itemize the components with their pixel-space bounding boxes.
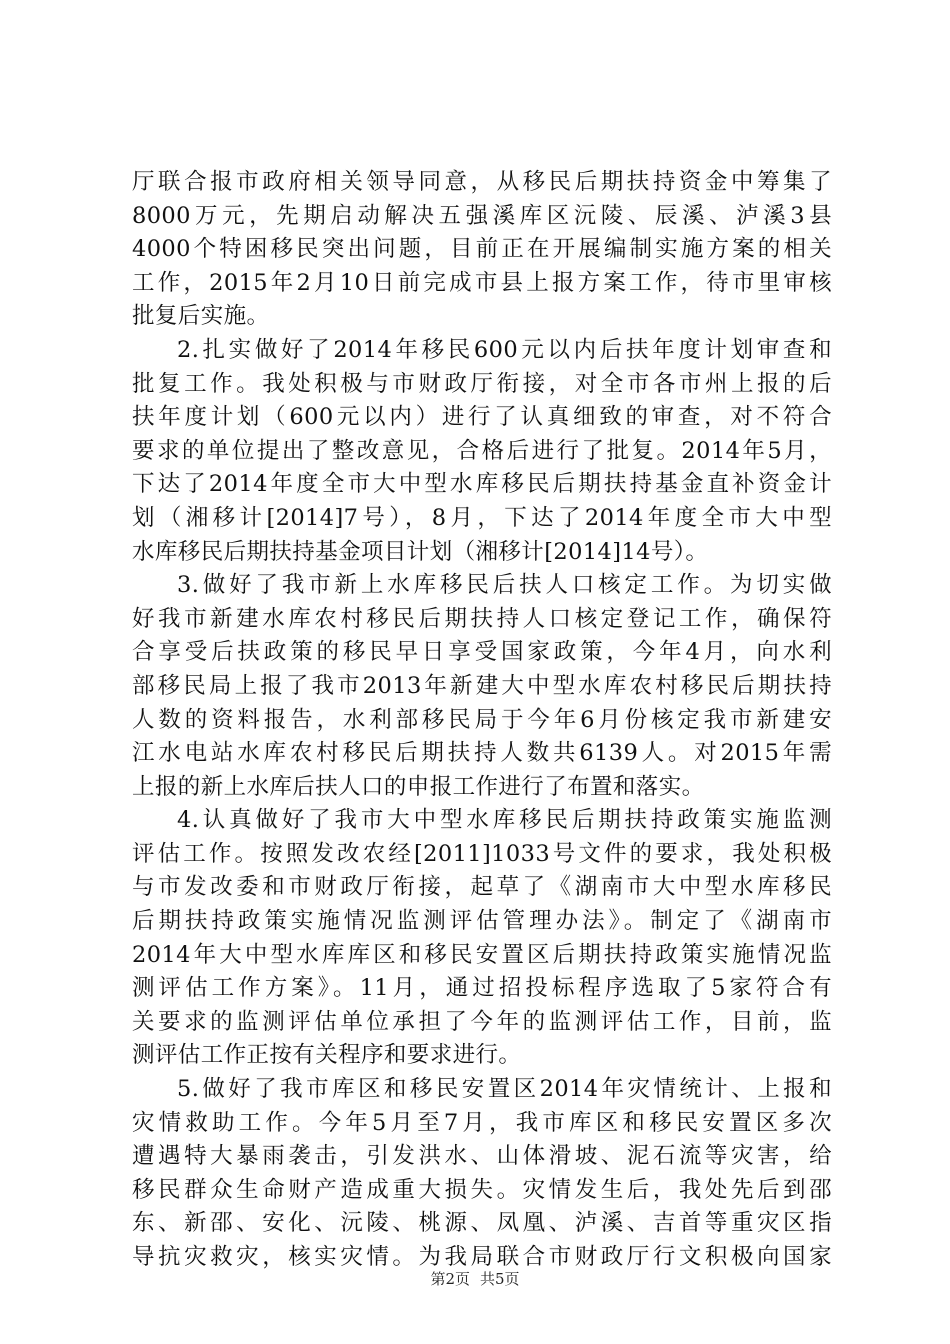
- text-line: 关要求的监测评估单位承担了今年的监测评估工作，目前，监: [132, 1008, 832, 1035]
- paragraph-3: [132, 569, 832, 804]
- text-line: 批复工作。我处积极与市财政厅衔接，对全市各市州上报的后: [132, 370, 832, 397]
- paragraph-5: [132, 1073, 832, 1275]
- text-line: 与市发改委和市财政厅衔接，起草了《湖南市大中型水库移民: [132, 874, 832, 901]
- paragraph-2: [132, 334, 832, 569]
- text-line: 要求的单位提出了整改意见，合格后进行了批复。2014年5月，: [132, 437, 832, 464]
- text-line: 上报的新上水库后扶人口的申报工作进行了布置和落实。: [132, 773, 705, 800]
- text-line: 评估工作。按照发改农经[2011]1033号文件的要求，我处积极: [132, 840, 832, 867]
- text-line: 好我市新建水库农村移民后期扶持人口核定登记工作，确保符: [132, 605, 832, 632]
- text-line: 人数的资料报告，水利部移民局于今年6月份核定我市新建安: [132, 706, 832, 733]
- text-line: 后期扶持政策实施情况监测评估管理办法》。制定了《湖南市: [132, 908, 832, 935]
- text-line: 导抗灾救灾，核实灾情。为我局联合市财政厅行文积极向国家: [132, 1244, 832, 1270]
- document-body: [132, 166, 832, 1275]
- page-total: 共5页: [480, 1270, 520, 1288]
- text-line: 江水电站水库农村移民后期扶持人数共6139人。对2015年需: [132, 740, 832, 767]
- text-line: 遭遇特大暴雨袭击，引发洪水、山体滑坡、泥石流等灾害，给: [132, 1143, 832, 1170]
- text-line: 5.做好了我市库区和移民安置区2014年灾情统计、上报和: [177, 1076, 832, 1103]
- text-line: 下达了2014年度全市大中型水库移民后期扶持基金直补资金计: [132, 471, 832, 498]
- text-line: 4000个特困移民突出问题，目前正在开展编制实施方案的相关: [132, 236, 832, 263]
- text-line: 8000万元，先期启动解决五强溪库区沅陵、辰溪、泸溪3县: [132, 202, 832, 229]
- text-line: 3.做好了我市新上水库移民后扶人口核定工作。为切实做: [177, 572, 832, 599]
- text-line: 工作，2015年2月10日前完成市县上报方案工作，待市里审核: [132, 269, 832, 296]
- paragraph-1: [132, 166, 832, 334]
- text-line: 合享受后扶政策的移民早日享受国家政策，今年4月，向水利: [132, 639, 832, 666]
- text-line: 2014年大中型水库库区和移民安置区后期扶持政策实施情况监: [132, 941, 832, 968]
- text-line: 灾情救助工作。今年5月至7月，我市库区和移民安置区多次: [132, 1109, 832, 1136]
- text-line: 划（湘移计[2014]7号），8月，下达了2014年度全市大中型: [132, 504, 832, 531]
- text-line: 厅联合报市政府相关领导同意，从移民后期扶持资金中筹集了: [132, 169, 832, 195]
- text-line: 测评估工作正按有关程序和要求进行。: [132, 1042, 522, 1069]
- text-line: 测评估工作方案》。11月，通过招投标程序选取了5家符合有: [132, 975, 832, 1002]
- text-line: 4.认真做好了我市大中型水库移民后期扶持政策实施监测: [177, 807, 832, 834]
- text-line: 东、新邵、安化、沅陵、桃源、凤凰、泸溪、吉首等重灾区指: [132, 1210, 832, 1237]
- text-line: 水库移民后期扶持基金项目计划（湘移计[2014]14号）。: [132, 538, 709, 565]
- text-line: 2.扎实做好了2014年移民600元以内后扶年度计划审查和: [177, 336, 832, 363]
- page-number: 第2页: [430, 1270, 470, 1288]
- text-line: 扶年度计划（600元以内）进行了认真细致的审查，对不符合: [132, 404, 832, 431]
- page-footer: [0, 1269, 950, 1289]
- paragraph-4: [132, 804, 832, 1073]
- text-line: 部移民局上报了我市2013年新建大中型水库农村移民后期扶持: [132, 672, 832, 699]
- text-line: 批复后实施。: [132, 303, 270, 330]
- text-line: 移民群众生命财产造成重大损失。灾情发生后，我处先后到邵: [132, 1176, 832, 1203]
